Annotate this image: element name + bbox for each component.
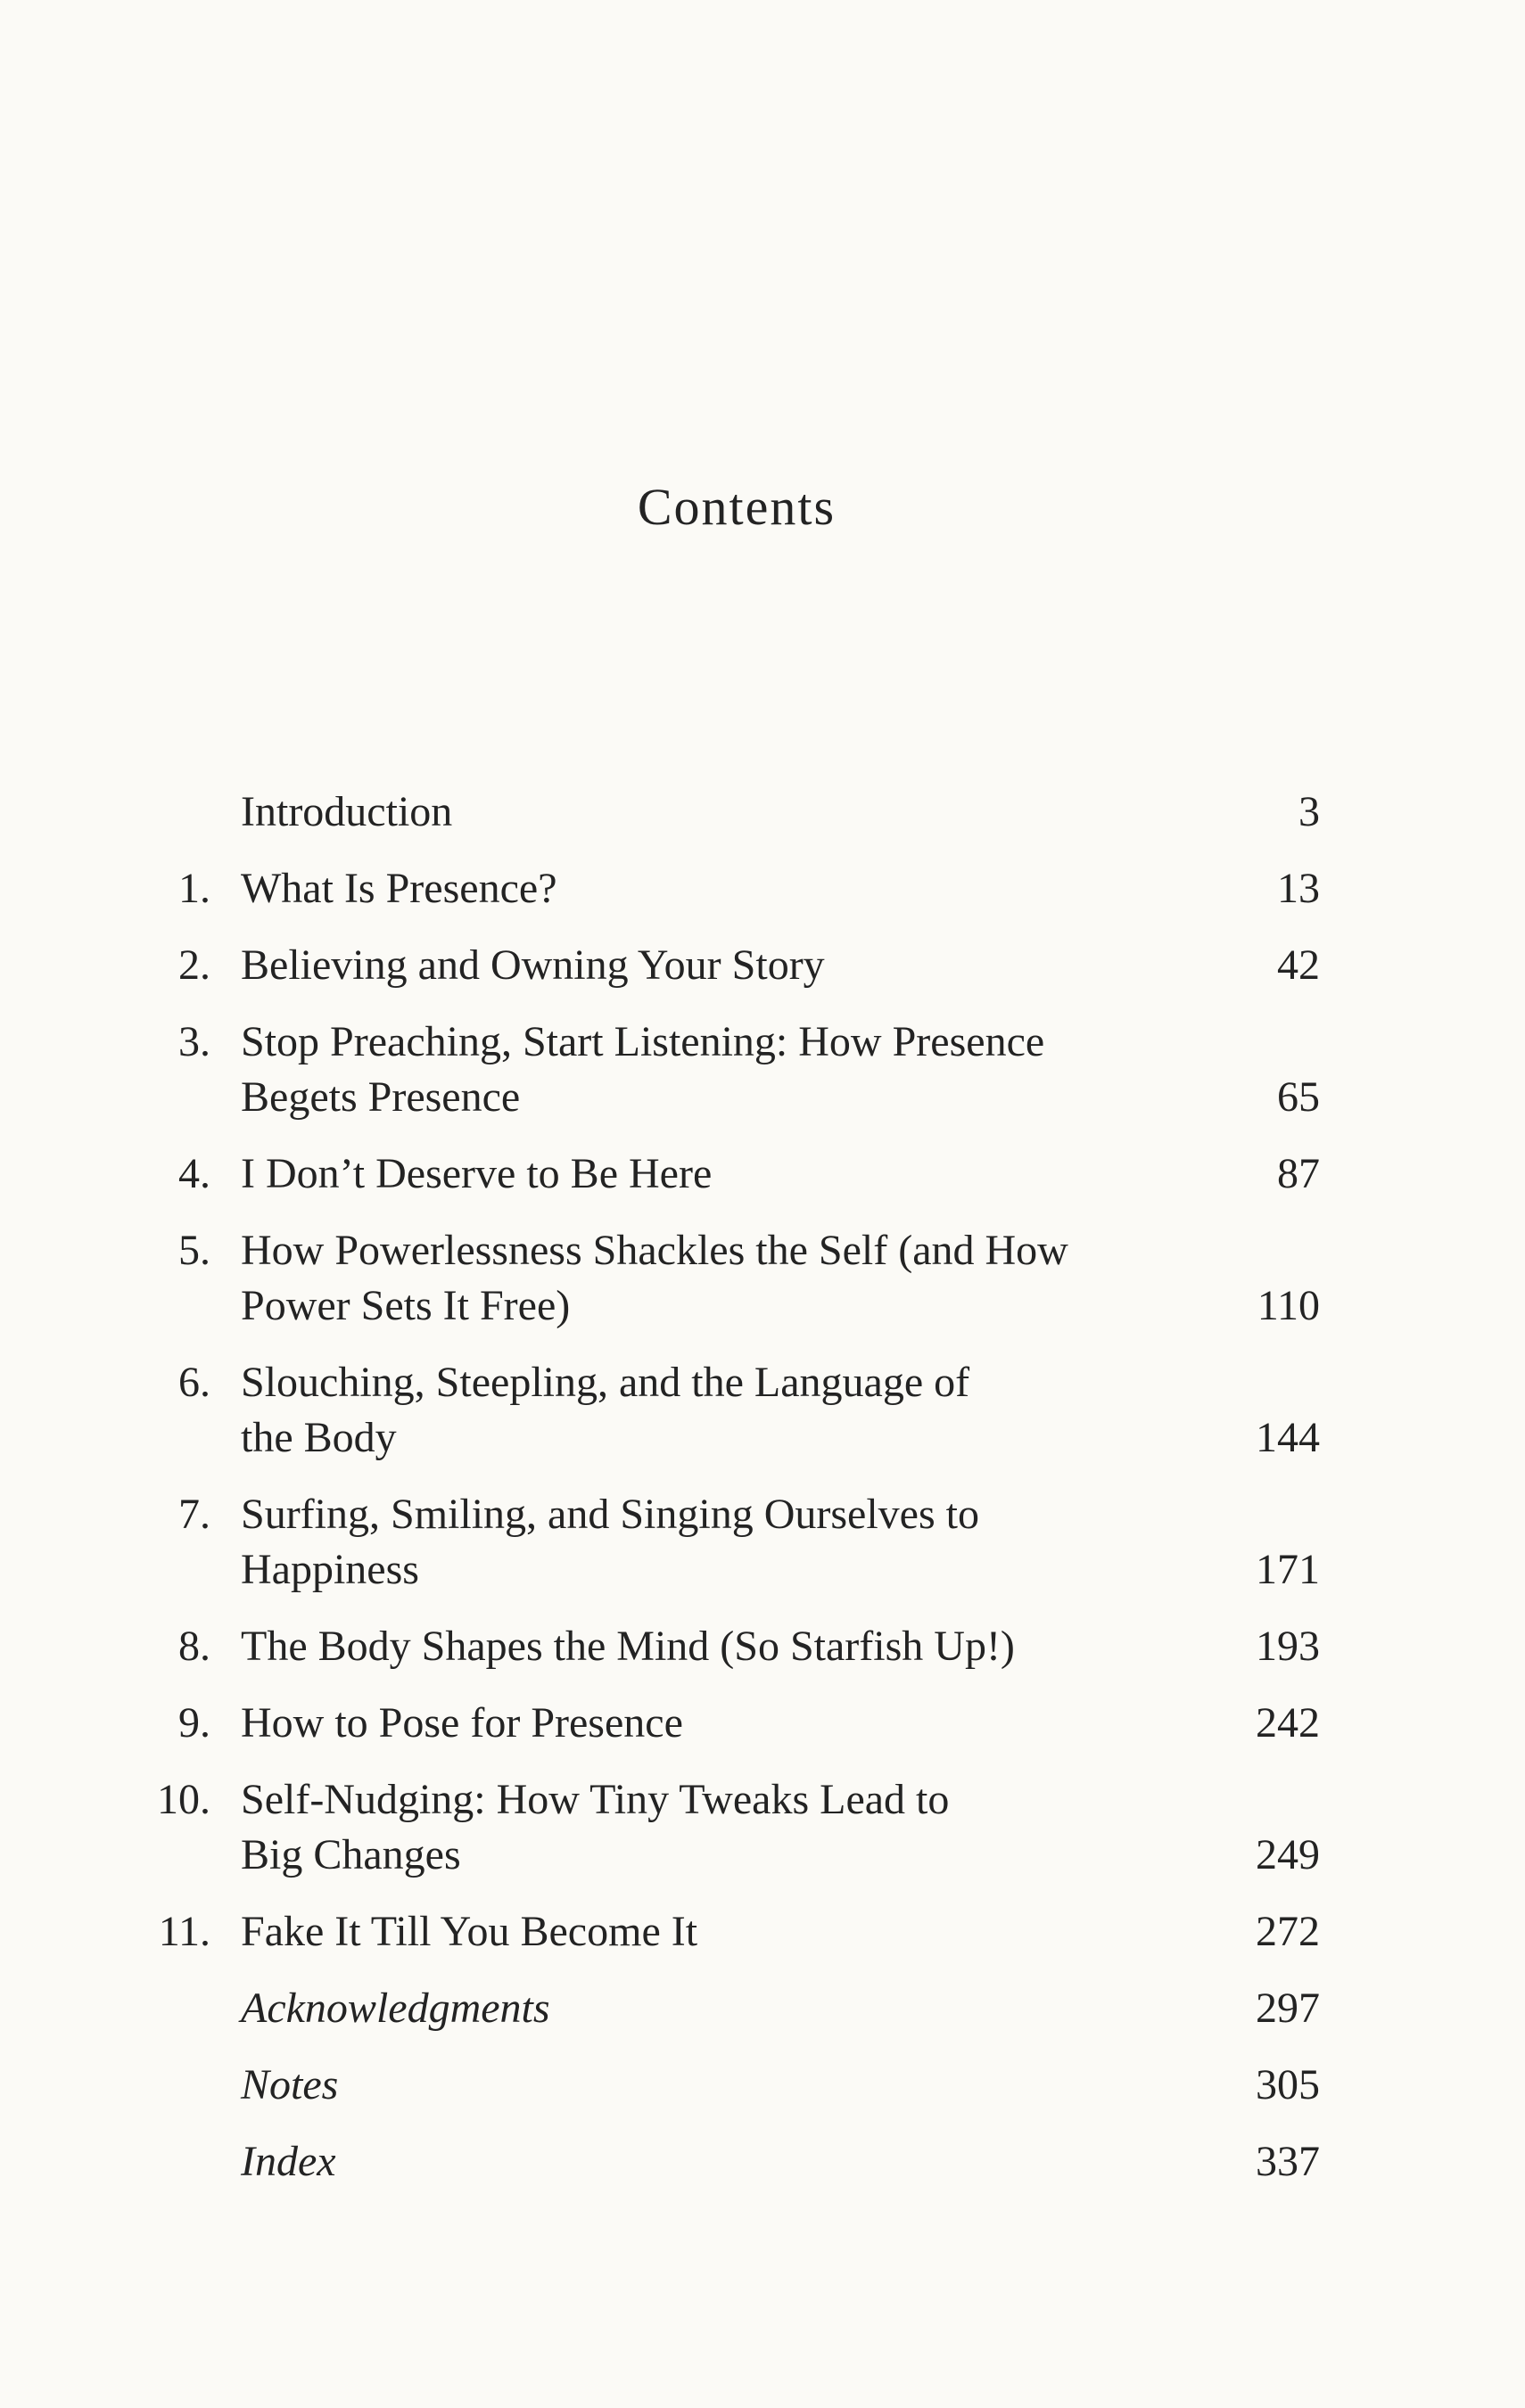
toc-entry-title: [241, 1619, 1097, 1674]
toc-entry: [0, 1696, 1525, 1772]
toc-entry-number: 9.: [178, 1699, 210, 1746]
toc-entry-title-line: What Is Presence?: [241, 865, 557, 912]
toc-entry-title-line: Index: [241, 2138, 336, 2185]
toc-entry-page: 110: [1257, 1282, 1320, 1329]
toc-entry-title-line: Notes: [241, 2061, 339, 2108]
toc-entry-title: [241, 2134, 1097, 2190]
toc-entry-title: [241, 861, 1097, 916]
toc-entry-number: 8.: [178, 1623, 210, 1670]
toc-entry: [0, 785, 1525, 861]
toc-entry-number: 6.: [178, 1359, 210, 1406]
toc-entry: [0, 1981, 1525, 2058]
toc-entry: [0, 1355, 1525, 1487]
toc-entry-number: 4.: [178, 1150, 210, 1197]
toc-entry: [0, 1146, 1525, 1223]
toc-entry: [0, 1015, 1525, 1146]
toc-entry-page: 297: [1256, 1985, 1320, 2032]
toc-entry-page: 242: [1256, 1699, 1320, 1746]
toc-entry-page: 13: [1277, 865, 1320, 912]
toc-entry: [0, 2134, 1525, 2211]
table-of-contents: [0, 785, 1525, 2211]
toc-entry-page: 193: [1256, 1623, 1320, 1670]
toc-entry-title: [241, 1355, 1097, 1466]
toc-entry-page: 305: [1256, 2061, 1320, 2108]
toc-entry-title: [241, 1981, 1097, 2036]
toc-entry-title-line: The Body Shapes the Mind (So Starfish Up!): [241, 1623, 1015, 1670]
toc-entry-title: [241, 1015, 1097, 1125]
toc-entry-number: 10.: [157, 1776, 210, 1823]
toc-entry-title: [241, 1772, 1097, 1883]
page-title: Contents: [637, 478, 837, 536]
toc-entry-title-line: Introduction: [241, 788, 453, 835]
toc-entry-page: 42: [1277, 941, 1320, 989]
toc-entry-title-line: the Body: [241, 1414, 397, 1461]
toc-entry-title: [241, 785, 1097, 840]
toc-entry-title-line: Surfing, Smiling, and Singing Ourselves to: [241, 1491, 979, 1538]
toc-entry: [0, 1904, 1525, 1981]
toc-entry-number: 3.: [178, 1018, 210, 1065]
toc-entry-title-line: Believing and Owning Your Story: [241, 941, 825, 989]
toc-entry-number: 5.: [178, 1227, 210, 1274]
toc-entry-page: 337: [1256, 2138, 1320, 2185]
toc-entry-page: 65: [1277, 1073, 1320, 1121]
toc-entry-title: [241, 2058, 1097, 2113]
toc-entry-title: [241, 1904, 1097, 1960]
toc-entry-title: [241, 938, 1097, 993]
toc-entry-title-line: Power Sets It Free): [241, 1282, 571, 1329]
toc-entry-title-line: How to Pose for Presence: [241, 1699, 683, 1746]
toc-entry-title-line: Happiness: [241, 1546, 419, 1593]
toc-entry-title-line: Fake It Till You Become It: [241, 1908, 698, 1955]
toc-entry-title-line: Self-Nudging: How Tiny Tweaks Lead to: [241, 1776, 950, 1823]
toc-entry-title: [241, 1223, 1097, 1334]
toc-entry: [0, 1487, 1525, 1619]
toc-entry-title: [241, 1696, 1097, 1751]
toc-entry-title-line: Begets Presence: [241, 1073, 521, 1121]
toc-entry-number: 1.: [178, 865, 210, 912]
toc-entry: [0, 861, 1525, 938]
toc-entry: [0, 1772, 1525, 1904]
toc-entry-title: [241, 1487, 1097, 1598]
toc-entry-title-line: Stop Preaching, Start Listening: How Presence: [241, 1018, 1045, 1065]
toc-entry-title-line: Slouching, Steepling, and the Language of: [241, 1359, 970, 1406]
toc-entry: [0, 1223, 1525, 1355]
toc-entry: [0, 938, 1525, 1015]
toc-entry: [0, 1619, 1525, 1696]
toc-entry-page: 272: [1256, 1908, 1320, 1955]
toc-entry-title-line: I Don’t Deserve to Be Here: [241, 1150, 713, 1197]
toc-entry-title-line: How Powerlessness Shackles the Self (and How: [241, 1227, 1068, 1274]
toc-entry-title-line: Big Changes: [241, 1831, 461, 1878]
toc-entry-page: 144: [1256, 1414, 1320, 1461]
toc-entry-title: [241, 1146, 1097, 1202]
toc-entry: [0, 2058, 1525, 2134]
toc-entry-title-line: Acknowledgments: [241, 1985, 550, 2032]
toc-entry-number: 7.: [178, 1491, 210, 1538]
toc-entry-number: 2.: [178, 941, 210, 989]
toc-entry-page: 171: [1256, 1546, 1320, 1593]
toc-entry-page: 249: [1256, 1831, 1320, 1878]
toc-entry-page: 87: [1277, 1150, 1320, 1197]
toc-entry-page: 3: [1298, 788, 1320, 835]
toc-entry-number: 11.: [158, 1908, 210, 1955]
